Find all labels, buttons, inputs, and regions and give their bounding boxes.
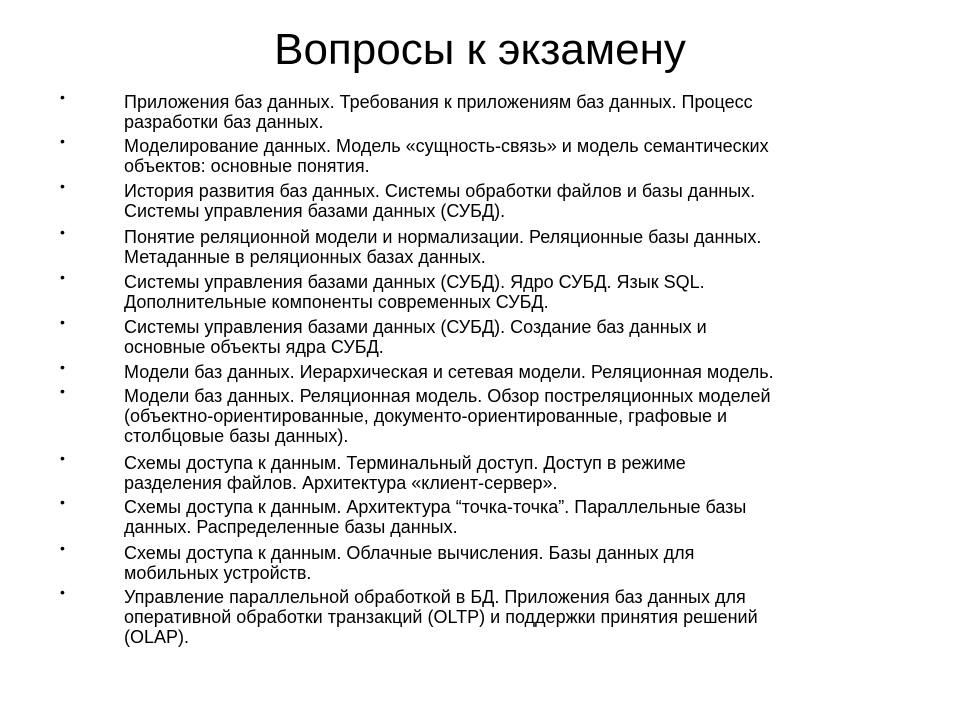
bullet: • xyxy=(60,224,65,240)
bullet: • xyxy=(60,314,65,330)
question-text: Модели баз данных. Реляционная модель. Обзор постреляционных моделей (объектно-ориентированные, документо-ориентированные, графовые и столбцовые базы данных). xyxy=(124,386,771,446)
bullet: • xyxy=(60,89,65,105)
slide-title: Вопросы к экзамену xyxy=(274,25,686,74)
question-text: Схемы доступа к данным. Облачные вычисления. Базы данных для мобильных устройств. xyxy=(124,543,695,583)
question-text: Управление параллельной обработкой в БД. Приложения баз данных для оперативной обработки транзакций (OLTP) и поддержки принятия решений (OLAP). xyxy=(124,587,758,647)
question-text: Приложения баз данных. Требования к приложениям баз данных. Процесс разработки баз данных. xyxy=(124,92,753,132)
question-text: Модели баз данных. Иерархическая и сетевая модели. Реляционная модель. xyxy=(124,362,774,382)
question-text: Схемы доступа к данным. Архитектура “точка-точка”. Параллельные базы данных. Распределенные базы данных. xyxy=(124,497,747,537)
bullet: • xyxy=(60,269,65,285)
question-text: Системы управления базами данных (СУБД). Создание баз данных и основные объекты ядра СУБД. xyxy=(124,317,707,357)
bullet: • xyxy=(60,494,65,510)
question-text: Системы управления базами данных (СУБД). Ядро СУБД. Язык SQL. Дополнительные компоненты современных СУБД. xyxy=(124,272,705,312)
question-text: История развития баз данных. Системы обработки файлов и базы данных. Системы управления базами данных (СУБД). xyxy=(124,181,756,221)
bullet: • xyxy=(60,178,65,194)
bullet: • xyxy=(60,133,65,149)
bullet: • xyxy=(60,584,65,600)
question-text: Моделирование данных. Модель «сущность-связь» и модель семантических объектов: основные понятия. xyxy=(124,136,769,176)
question-text: Схемы доступа к данным. Терминальный доступ. Доступ в режиме разделения файлов. Архитектура «клиент-сервер». xyxy=(124,453,686,493)
bullet: • xyxy=(60,359,65,375)
bullet: • xyxy=(60,540,65,556)
bullet: • xyxy=(60,383,65,399)
bullet: • xyxy=(60,450,65,466)
question-text: Понятие реляционной модели и нормализации. Реляционные базы данных. Метаданные в реляционных базах данных. xyxy=(124,227,762,267)
